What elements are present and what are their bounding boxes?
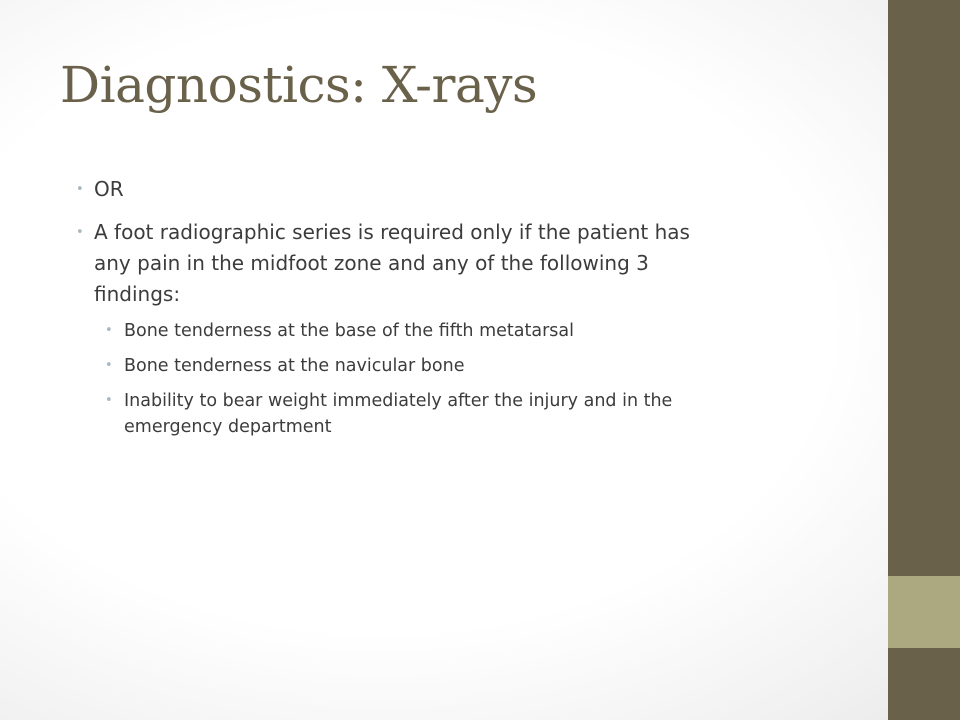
sub-bullet-line: emergency department: [124, 417, 332, 437]
sub-bullet-line: Bone tenderness at the navicular bone: [124, 356, 465, 376]
content-body: [76, 174, 886, 449]
bullet-line: A foot radiographic series is required only if the patient has: [94, 220, 690, 244]
slide-title: Diagnostics: X-rays: [60, 56, 538, 114]
bullet-line: any pain in the midfoot zone and any of the following 3: [94, 251, 649, 275]
sub-bullet-fifth-metatarsal: [105, 318, 915, 344]
sub-bullet-navicular-bone: [105, 353, 915, 379]
bullet-line: findings:: [94, 282, 181, 306]
bullet-dot-icon: •: [76, 182, 84, 197]
findings-list: [76, 318, 886, 440]
bullet-foot-radiographic-series: [76, 217, 886, 310]
sidebar-dark-top: [888, 0, 960, 576]
bullet-dot-icon: •: [105, 393, 113, 408]
sidebar-dark-bottom: [888, 648, 960, 720]
sub-bullet-inability-to-bear-weight: [105, 388, 915, 440]
bullet-dot-icon: •: [105, 323, 113, 338]
sub-bullet-line: Bone tenderness at the base of the fifth metatarsal: [124, 321, 574, 341]
bullet-dot-icon: •: [76, 225, 84, 240]
sub-bullet-line: Inability to bear weight immediately after the injury and in the: [124, 391, 673, 411]
bullet-line: OR: [94, 177, 124, 201]
bullet-dot-icon: •: [105, 358, 113, 373]
bullet-or: [76, 174, 886, 205]
sidebar-accent: [888, 576, 960, 648]
